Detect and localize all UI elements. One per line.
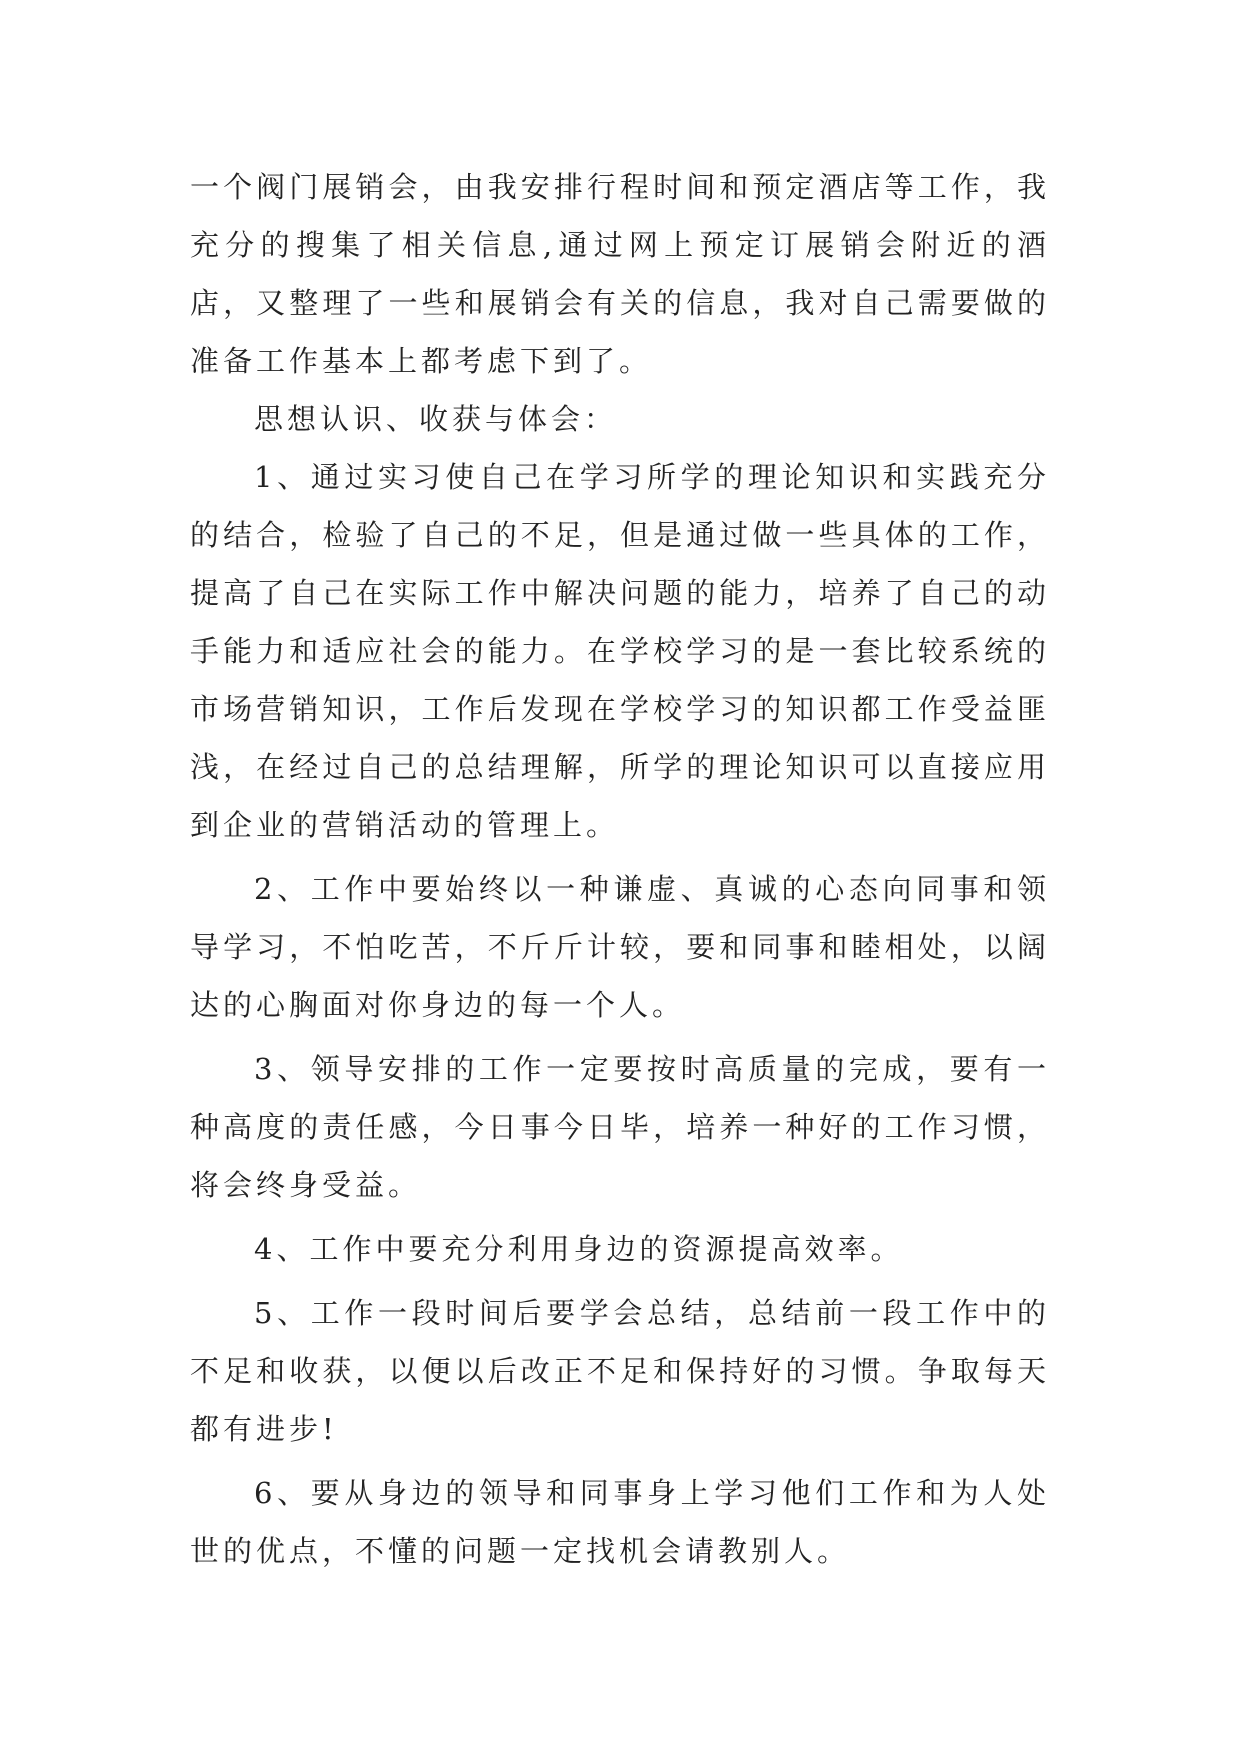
paragraph-section-heading: 思想认识、收获与体会： (254, 402, 618, 436)
paragraph-item-3: 3、领导安排的工作一定要按时高质量的完成，要有一种高度的责任感，今日事今日毕，培养一种好的工作习惯，将会终身受益。 (190, 1052, 1050, 1202)
paragraph-item-6: 6、要从身边的领导和同事身上学习他们工作和为人处世的优点，不懂的问题一定找机会请教别人。 (190, 1476, 1050, 1568)
paragraph-continuation: 一个阀门展销会，由我安排行程时间和预定酒店等工作，我充分的搜集了相关信息,通过网上预定订展销会附近的酒店，又整理了一些和展销会有关的信息，我对自己需要做的准备工作基本上都考虑下到了。 (190, 170, 1050, 378)
paragraph-item-4: 4、工作中要充分利用身边的资源提高效率。 (254, 1232, 904, 1266)
document-body (190, 158, 1050, 1580)
paragraph-item-5: 5、工作一段时间后要学会总结，总结前一段工作中的不足和收获，以便以后改正不足和保持好的习惯。争取每天都有进步! (190, 1296, 1050, 1446)
paragraph-item-1: 1、通过实习使自己在学习所学的理论知识和实践充分的结合，检验了自己的不足，但是通过做一些具体的工作，提高了自己在实际工作中解决问题的能力，培养了自己的动手能力和适应社会的能力。在学校学习的是一套比较系统的市场营销知识，工作后发现在学校学习的知识都工作受益匪浅，在经过自己的总结理解，所学的理论知识可以直接应用到企业的营销活动的管理上。 (190, 460, 1050, 842)
paragraph-item-2: 2、工作中要始终以一种谦虚、真诚的心态向同事和领导学习，不怕吃苦，不斤斤计较，要和同事和睦相处，以阔达的心胸面对你身边的每一个人。 (190, 872, 1050, 1022)
